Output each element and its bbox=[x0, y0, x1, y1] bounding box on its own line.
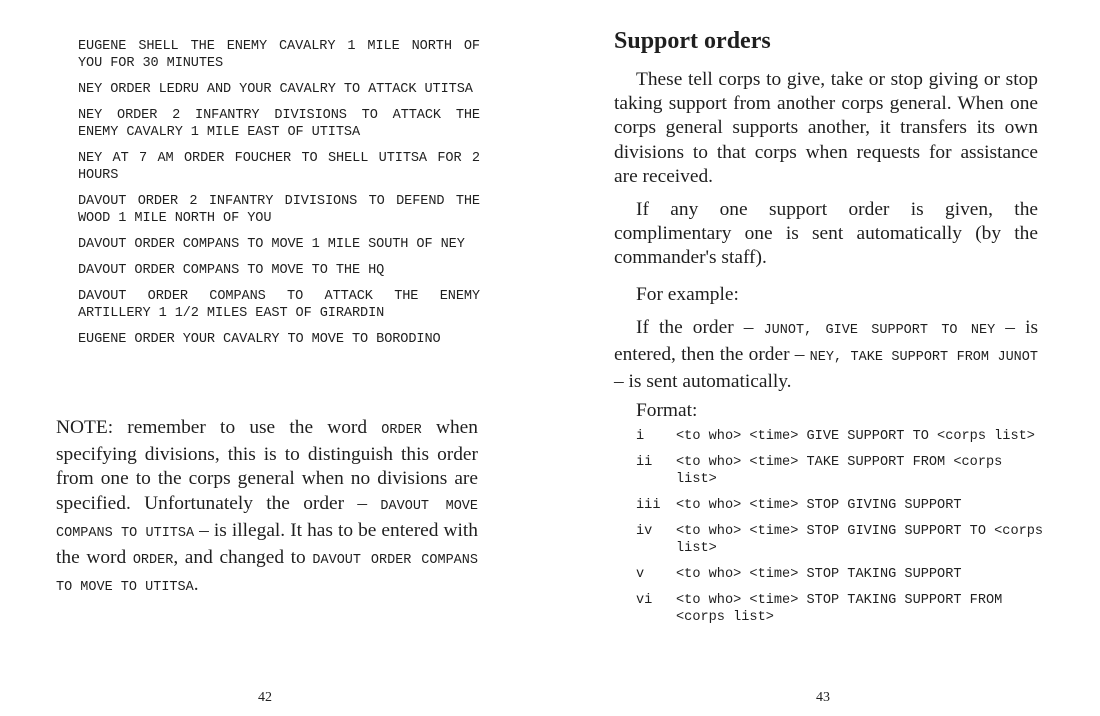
example-paragraph bbox=[614, 316, 1038, 395]
format-item bbox=[636, 592, 1046, 626]
example-text: If the order – bbox=[636, 317, 764, 338]
format-item bbox=[636, 454, 1046, 488]
format-number: ii bbox=[636, 455, 653, 470]
note-text: – is illegal. It has to be entered with the word bbox=[56, 519, 478, 569]
note-text: . bbox=[193, 574, 199, 596]
note-keyword: DAVOUT ORDER COMPANS TO MOVE TO UTITSA bbox=[56, 553, 478, 596]
format-syntax: <to who> <time> STOP TAKING SUPPORT FROM <corps list> bbox=[676, 593, 1003, 625]
note-text: NOTE: remember to use the word bbox=[56, 417, 382, 438]
format-number: iv bbox=[636, 524, 653, 539]
format-syntax: <to who> <time> STOP GIVING SUPPORT TO <corps list> bbox=[676, 524, 1044, 556]
note-paragraph bbox=[56, 416, 478, 600]
note-keyword: ORDER bbox=[132, 553, 174, 569]
command-example: EUGENE ORDER YOUR CAVALRY TO MOVE TO BORODINO bbox=[78, 332, 441, 347]
format-label: Format: bbox=[636, 400, 698, 421]
note-text: , and changed to bbox=[173, 547, 313, 569]
command-example: DAVOUT ORDER COMPANS TO MOVE 1 MILE SOUTH OF NEY bbox=[78, 237, 465, 252]
page-number: 42 bbox=[258, 690, 272, 705]
complement-paragraph: If any one support order is given, the complimentary one is sent automatically (by the commander's staff). bbox=[614, 199, 1038, 269]
format-syntax: <to who> <time> STOP TAKING SUPPORT bbox=[676, 567, 962, 582]
command-example: NEY ORDER 2 INFANTRY DIVISIONS TO ATTACK THE ENEMY CAVALRY 1 MILE EAST OF UTITSA bbox=[78, 108, 480, 140]
format-syntax: <to who> <time> STOP GIVING SUPPORT bbox=[676, 498, 962, 513]
example-text: – is entered, then the order – bbox=[614, 317, 1038, 366]
format-item bbox=[636, 428, 1046, 445]
note-keyword: ORDER bbox=[381, 423, 422, 438]
example-text: – is sent automatically. bbox=[614, 371, 792, 393]
format-number: iii bbox=[636, 498, 661, 513]
note-keyword: DAVOUT MOVE COMPANS TO UTITSA bbox=[56, 498, 478, 541]
example-label: For example: bbox=[636, 284, 739, 305]
command-example: EUGENE SHELL THE ENEMY CAVALRY 1 MILE NORTH OF YOU FOR 30 MINUTES bbox=[78, 39, 480, 71]
format-syntax: <to who> <time> GIVE SUPPORT TO <corps list> bbox=[676, 429, 1035, 444]
format-number: v bbox=[636, 567, 645, 582]
right-page bbox=[560, 0, 1100, 716]
example-keyword: JUNOT, GIVE SUPPORT TO NEY bbox=[763, 323, 996, 338]
command-example-list bbox=[78, 38, 480, 357]
command-example: NEY AT 7 AM ORDER FOUCHER TO SHELL UTITSA FOR 2 HOURS bbox=[78, 151, 480, 183]
note-text: when specifying divisions, this is to distinguish this order from one to the corps general when no divisions are specified. Unfortunately the order – bbox=[56, 417, 478, 514]
command-example: NEY ORDER LEDRU AND YOUR CAVALRY TO ATTACK UTITSA bbox=[78, 82, 473, 97]
format-number: i bbox=[636, 429, 645, 444]
format-item bbox=[636, 566, 1046, 583]
command-example: DAVOUT ORDER 2 INFANTRY DIVISIONS TO DEFEND THE WOOD 1 MILE NORTH OF YOU bbox=[78, 194, 480, 226]
format-list bbox=[636, 428, 1046, 635]
format-item bbox=[636, 497, 1046, 514]
command-example: DAVOUT ORDER COMPANS TO MOVE TO THE HQ bbox=[78, 263, 385, 278]
page-number: 43 bbox=[816, 690, 830, 705]
section-heading: Support orders bbox=[614, 28, 771, 54]
intro-paragraph: These tell corps to give, take or stop giving or stop taking support from another corps general. When one corps general supports another, it transfers its own divisions to that corps when requests for assistance are received. bbox=[614, 69, 1038, 187]
left-page bbox=[0, 0, 540, 716]
format-number: vi bbox=[636, 593, 653, 608]
example-keyword: NEY, TAKE SUPPORT FROM JUNOT bbox=[809, 350, 1038, 366]
format-syntax: <to who> <time> TAKE SUPPORT FROM <corps list> bbox=[676, 455, 1003, 487]
command-example: DAVOUT ORDER COMPANS TO ATTACK THE ENEMY ARTILLERY 1 1/2 MILES EAST OF GIRARDIN bbox=[78, 289, 480, 321]
format-item bbox=[636, 523, 1046, 557]
